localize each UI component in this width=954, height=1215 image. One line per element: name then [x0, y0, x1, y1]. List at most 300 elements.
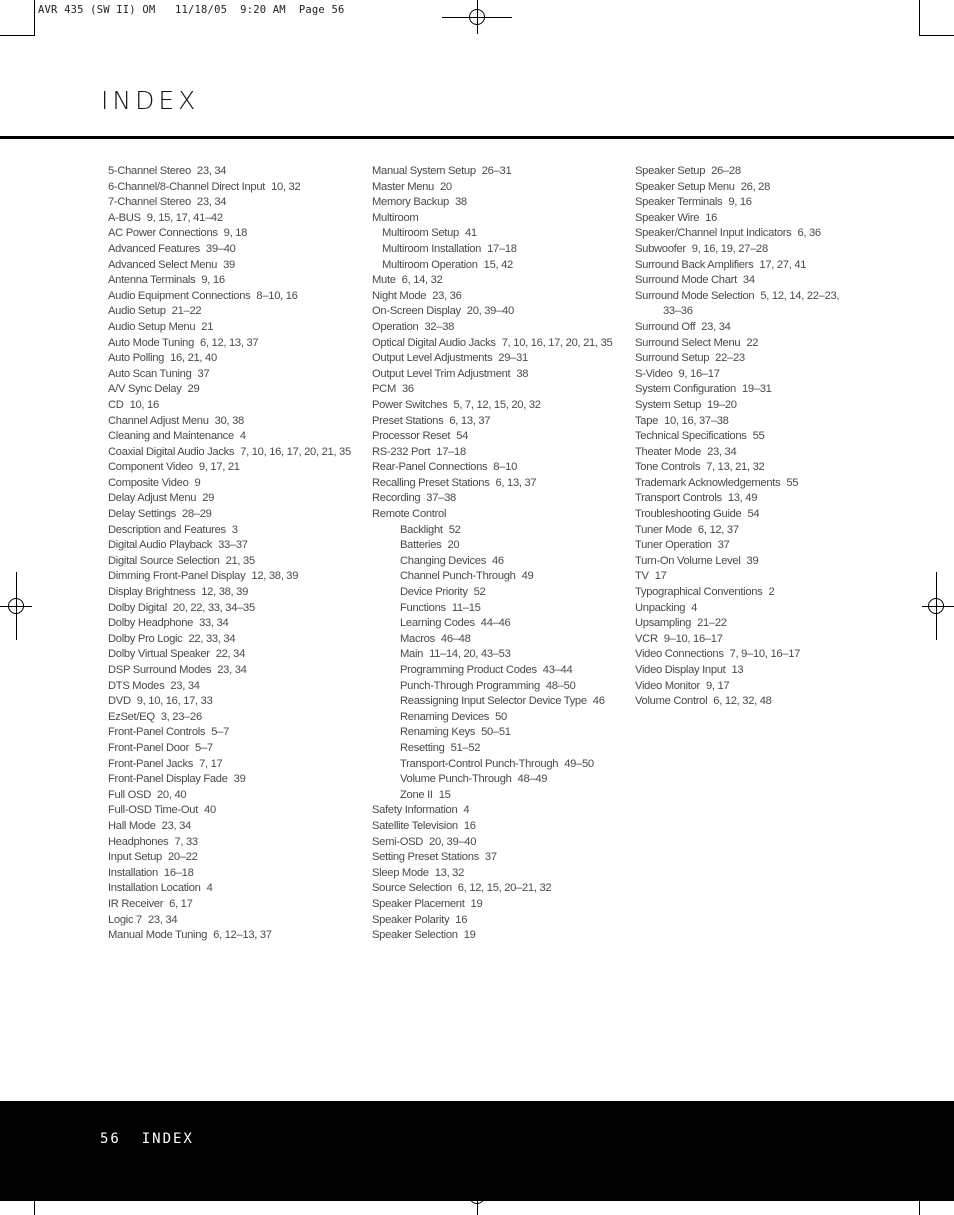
index-pages: 50–51 [481, 726, 511, 739]
index-entry [372, 881, 642, 897]
index-entry [108, 289, 378, 305]
index-term: Renaming Keys [400, 726, 476, 739]
index-term: Recalling Preset Stations [372, 476, 490, 489]
index-pages: 36 [401, 383, 414, 396]
index-pages: 12, 38, 39 [251, 570, 299, 583]
index-entry [372, 336, 642, 352]
index-entry [108, 757, 378, 773]
index-pages: 9, 16 [728, 196, 752, 209]
index-entry [635, 663, 905, 679]
index-pages: 4 [206, 882, 213, 895]
index-entry [635, 523, 905, 539]
index-term: Speaker Placement [372, 897, 465, 910]
index-entry [108, 414, 378, 430]
index-term: Transport-Control Punch-Through [400, 757, 559, 770]
crop-mark-top-left-v [34, 0, 35, 36]
index-entry [372, 601, 642, 617]
index-pages: 19 [470, 897, 483, 910]
index-pages: 22 [746, 336, 759, 349]
index-entry [108, 554, 378, 570]
index-term: Recording [372, 492, 421, 505]
index-pages: 44–46 [480, 617, 511, 630]
index-pages: 21, 35 [225, 554, 255, 567]
index-term: Front-Panel Controls [108, 726, 206, 739]
index-pages: 15 [438, 788, 451, 801]
index-term: Advanced Select Menu [108, 258, 218, 271]
index-pages: 12, 38, 39 [201, 586, 249, 599]
index-term: RS-232 Port [372, 445, 431, 458]
index-pages: 39 [233, 773, 246, 786]
index-pages: 9, 17 [705, 679, 730, 692]
index-term: Surround Back Amplifiers [635, 258, 754, 271]
index-pages: 16 [705, 211, 718, 224]
index-entry [108, 242, 378, 258]
index-term: Video Connections [635, 648, 724, 661]
index-entry [108, 523, 378, 539]
index-entry [372, 304, 642, 320]
index-pages: 6, 13, 37 [495, 476, 537, 489]
index-term: Manual System Setup [372, 165, 476, 177]
index-term: Remote Control [372, 508, 447, 521]
index-entry [635, 569, 905, 585]
index-term: A/V Sync Delay [108, 383, 182, 396]
index-pages: 46 [492, 554, 504, 567]
index-entry [108, 772, 378, 788]
index-entry [372, 803, 642, 819]
index-pages: 16, 21, 40 [170, 352, 217, 365]
index-entry [635, 632, 905, 648]
index-entry [372, 616, 642, 632]
index-entry [108, 881, 378, 897]
index-pages: 37–38 [426, 492, 456, 505]
footer-section: INDEX [141, 1131, 194, 1147]
index-entry [108, 476, 378, 492]
index-term: Semi-OSD [372, 835, 424, 848]
index-term: S-Video [635, 367, 673, 380]
index-pages: 9, 18 [223, 227, 248, 240]
index-entry [635, 460, 905, 476]
index-term: Coaxial Digital Audio Jacks [108, 445, 235, 458]
index-term: Power Switches [372, 398, 448, 411]
index-entry [372, 835, 642, 851]
index-term: Renaming Devices [400, 710, 490, 723]
index-term: Satellite Television [372, 819, 458, 832]
index-term: Front-Panel Door [108, 741, 190, 754]
index-term: System Configuration [635, 383, 736, 396]
index-term: Audio Setup [108, 305, 166, 318]
index-pages: 21–22 [171, 305, 202, 318]
index-pages: 6, 17 [169, 897, 193, 910]
index-pages: 17 [654, 570, 667, 583]
index-pages: 43–44 [542, 664, 573, 676]
index-term: Dolby Pro Logic [108, 632, 183, 645]
index-term: Display Brightness [108, 586, 196, 599]
index-pages: 17, 27, 41 [759, 258, 807, 271]
index-term: Channel Adjust Menu [108, 414, 209, 427]
index-entry [108, 538, 378, 554]
index-term: Speaker Polarity [372, 913, 450, 926]
index-term: Sleep Mode [372, 866, 429, 879]
index-entry [635, 694, 905, 710]
index-entry [635, 351, 905, 367]
index-entry [108, 632, 378, 648]
index-entry [635, 445, 905, 461]
index-entry [372, 632, 642, 648]
index-term: 5-Channel Stereo [108, 165, 191, 177]
index-entry [372, 258, 642, 274]
index-entry [108, 679, 378, 695]
index-entry [108, 601, 378, 617]
index-entry [108, 507, 378, 523]
index-pages: 6, 36 [797, 227, 821, 240]
index-entry [108, 351, 378, 367]
index-entry [372, 647, 642, 663]
index-entry [108, 273, 378, 289]
index-entry [372, 382, 642, 398]
index-entry [108, 195, 378, 211]
index-pages: 51–52 [450, 741, 481, 754]
index-term: Audio Equipment Connections [108, 289, 251, 302]
index-term: Tape [635, 414, 659, 427]
index-entry [635, 554, 905, 570]
index-pages: 13, 32 [434, 866, 465, 879]
index-pages: 17–18 [436, 445, 466, 458]
index-pages: 5, 12, 14, 22–23, [760, 289, 840, 302]
index-pages: 9, 17, 21 [198, 461, 240, 474]
index-term: Mute [372, 274, 396, 287]
index-term: EzSet/EQ [108, 710, 155, 723]
index-pages: 10, 32 [271, 180, 301, 193]
index-term: Surround Select Menu [635, 336, 741, 349]
index-pages: 23, 34 [196, 196, 227, 209]
index-pages: 3, 23–26 [160, 710, 202, 723]
index-pages: 9, 16–17 [678, 367, 720, 380]
index-entry [372, 710, 642, 726]
index-pages: 19–31 [741, 383, 772, 396]
index-entry [372, 850, 642, 866]
index-entry [372, 491, 642, 507]
index-term: Video Display Input [635, 664, 726, 676]
index-pages: 5–7 [211, 726, 229, 739]
index-term: Dolby Virtual Speaker [108, 648, 210, 661]
index-pages [446, 508, 452, 520]
index-pages: 20, 40 [156, 788, 187, 801]
index-pages: 22, 33, 34 [188, 632, 236, 645]
index-term: A-BUS [108, 211, 141, 224]
index-pages: 55 [786, 476, 799, 489]
index-entry [108, 180, 378, 196]
index-pages: 23, 34 [217, 664, 247, 676]
index-term: On-Screen Display [372, 305, 461, 318]
index-term: Delay Adjust Menu [108, 492, 197, 505]
index-pages: 9, 10, 16, 17, 33 [136, 695, 213, 708]
index-entry [372, 663, 642, 679]
index-pages: 33, 34 [199, 617, 229, 630]
index-term: Trademark Acknowledgements [635, 476, 781, 489]
index-entry [635, 616, 905, 632]
index-term: Speaker Setup Menu [635, 180, 735, 193]
index-term: Transport Controls [635, 492, 722, 505]
index-pages: 3 [231, 523, 238, 536]
index-entry [108, 460, 378, 476]
index-entry [108, 819, 378, 835]
index-pages: 4 [463, 804, 470, 817]
index-entry [635, 398, 905, 414]
index-entry [108, 866, 378, 882]
index-entry [108, 367, 378, 383]
index-entry [372, 554, 642, 570]
index-entry [635, 367, 905, 383]
index-entry [635, 242, 905, 258]
index-term: Master Menu [372, 180, 434, 193]
index-entry [635, 429, 905, 445]
index-entry [372, 351, 642, 367]
index-term: Night Mode [372, 289, 427, 302]
index-term: Auto Mode Tuning [108, 336, 195, 349]
index-term: Tone Controls [635, 461, 701, 474]
index-term: Technical Specifications [635, 430, 747, 443]
index-term: Safety Information [372, 804, 458, 817]
index-term: Full-OSD Time-Out [108, 804, 199, 817]
index-entry [372, 679, 642, 695]
index-term: Source Selection [372, 882, 452, 895]
index-pages: 23, 34 [196, 165, 227, 177]
index-entry [372, 569, 642, 585]
index-entry [108, 304, 378, 320]
index-pages: 10, 16 [129, 398, 159, 411]
index-pages: 33–36 [663, 305, 693, 318]
index-term: 7-Channel Stereo [108, 196, 191, 209]
index-term: Composite Video [108, 476, 189, 489]
index-term: Speaker Wire [635, 211, 700, 224]
footer-page-number: 56 [100, 1131, 121, 1147]
index-pages: 20 [439, 180, 452, 193]
index-entry [108, 850, 378, 866]
index-pages: 9–10, 16–17 [663, 632, 723, 645]
index-entry [372, 897, 642, 913]
index-pages: 5, 7, 12, 15, 20, 32 [453, 398, 541, 411]
index-pages: 7, 17 [199, 757, 223, 770]
index-entry [372, 398, 642, 414]
index-term: Turn-On Volume Level [635, 554, 741, 567]
index-pages: 52 [448, 523, 461, 536]
index-entry [635, 491, 905, 507]
index-entry [108, 647, 378, 663]
index-entry [635, 679, 905, 695]
index-pages: 46–48 [440, 632, 471, 645]
index-entry [108, 913, 378, 929]
index-entry [372, 211, 642, 227]
index-pages: 52 [473, 586, 486, 599]
index-pages: 21 [201, 320, 214, 333]
index-entry [108, 258, 378, 274]
index-term: DVD [108, 695, 131, 708]
index-pages: 54 [747, 508, 760, 521]
index-term: Cleaning and Maintenance [108, 430, 234, 443]
index-entry [372, 367, 642, 383]
index-term: Memory Backup [372, 196, 449, 209]
index-pages: 11–14, 20, 43–53 [429, 648, 511, 661]
index-term: Setting Preset Stations [372, 851, 479, 864]
index-pages: 50 [495, 710, 507, 723]
index-term: Antenna Terminals [108, 274, 196, 287]
index-entry [372, 445, 642, 461]
index-pages: 2 [768, 586, 775, 599]
index-pages: 6, 14, 32 [401, 274, 443, 287]
index-term: Output Level Adjustments [372, 352, 493, 365]
index-term: Optical Digital Audio Jacks [372, 336, 496, 349]
index-term: Multiroom Installation [382, 242, 482, 255]
index-entry [635, 195, 905, 211]
index-pages: 8–10, 16 [256, 289, 298, 302]
index-term: Front-Panel Display Fade [108, 773, 228, 786]
index-pages: 49–50 [564, 757, 594, 770]
index-term: Changing Devices [400, 554, 486, 567]
index-entry [108, 320, 378, 336]
index-pages: 29 [202, 492, 215, 505]
index-term: Multiroom Operation [382, 258, 478, 271]
index-entry [108, 336, 378, 352]
index-pages: 28–29 [181, 508, 212, 521]
index-term: Multiroom Setup [382, 227, 459, 240]
index-entry [372, 242, 642, 258]
index-entry [108, 164, 378, 180]
index-term: AC Power Connections [108, 227, 218, 240]
index-pages: 11–15 [451, 601, 481, 614]
index-entry [635, 336, 905, 352]
index-column-2 [372, 164, 642, 944]
index-entry [635, 647, 905, 663]
index-pages: 9, 16, 19, 27–28 [691, 242, 768, 255]
title-rule [0, 136, 954, 139]
index-pages: 23, 34 [170, 679, 200, 692]
index-pages: 23, 34 [161, 819, 191, 832]
index-term: Learning Codes [400, 617, 475, 630]
index-entry [635, 585, 905, 601]
index-term: Rear-Panel Connections [372, 461, 488, 474]
crop-mark-top-left-h [0, 35, 35, 36]
index-term: Advanced Features [108, 242, 200, 255]
index-pages: 9 [194, 476, 201, 489]
index-pages: 48–49 [517, 773, 548, 786]
index-pages: 33–37 [218, 539, 248, 552]
index-entry [372, 460, 642, 476]
index-entry [108, 398, 378, 414]
index-term: Tuner Operation [635, 539, 712, 552]
index-pages: 16 [463, 819, 476, 832]
index-pages: 4 [239, 430, 246, 443]
index-pages: 38 [516, 367, 529, 380]
index-term: Preset Stations [372, 414, 444, 427]
index-pages: 37 [484, 851, 497, 864]
index-entry [372, 195, 642, 211]
index-pages: 6, 12, 13, 37 [200, 336, 259, 349]
index-pages: 7, 10, 16, 17, 20, 21, 35 [501, 336, 613, 349]
index-pages: 20, 22, 33, 34–35 [172, 601, 255, 614]
index-entry [372, 757, 642, 773]
index-term: Component Video [108, 461, 193, 474]
index-term: Reassigning Input Selector Device Type [400, 695, 587, 708]
index-pages: 6, 12, 15, 20–21, 32 [457, 882, 552, 895]
index-term: Theater Mode [635, 445, 702, 458]
index-entry [108, 382, 378, 398]
index-entry [108, 928, 378, 944]
index-term: Digital Source Selection [108, 554, 220, 567]
index-entry [108, 585, 378, 601]
index-term: DSP Surround Modes [108, 664, 212, 676]
index-pages: 38 [454, 196, 467, 209]
index-term: Digital Audio Playback [108, 539, 213, 552]
index-entry [108, 429, 378, 445]
index-term: Surround Off [635, 320, 696, 333]
index-pages: 9, 15, 17, 41–42 [146, 211, 223, 224]
index-entry [108, 491, 378, 507]
index-term: Programming Product Codes [400, 664, 537, 676]
index-term: Dimming Front-Panel Display [108, 570, 246, 583]
index-pages: 23, 34 [701, 320, 731, 333]
index-pages: 37 [197, 367, 210, 380]
index-column-1 [108, 164, 378, 944]
index-term: Speaker Selection [372, 929, 458, 942]
index-term: Resetting [400, 741, 445, 754]
index-entry [635, 304, 905, 320]
index-entry [372, 180, 642, 196]
index-entry [635, 226, 905, 242]
index-term: Operation [372, 320, 419, 333]
index-term: Subwoofer [635, 242, 686, 255]
index-entry [372, 164, 642, 180]
index-term: Installation [108, 866, 158, 879]
footer-label [100, 1131, 194, 1147]
index-entry [372, 523, 642, 539]
index-entry [635, 414, 905, 430]
index-pages: 30, 38 [214, 414, 244, 427]
index-pages: 39 [746, 554, 759, 567]
index-entry [108, 788, 378, 804]
index-entry [635, 289, 905, 305]
index-term: Full OSD [108, 788, 151, 801]
index-term: Output Level Trim Adjustment [372, 367, 511, 380]
index-entry [372, 741, 642, 757]
index-pages: 54 [456, 430, 469, 443]
index-entry [635, 507, 905, 523]
index-pages [418, 212, 424, 224]
index-term: Surround Setup [635, 352, 710, 365]
index-term: Audio Setup Menu [108, 320, 196, 333]
index-pages: 46 [592, 695, 605, 708]
index-term: Troubleshooting Guide [635, 508, 742, 521]
index-entry [108, 725, 378, 741]
index-pages: 8–10 [493, 461, 517, 474]
index-pages: 48–50 [545, 679, 576, 692]
index-pages: 23, 34 [147, 913, 178, 926]
index-pages: 20, 39–40 [466, 305, 514, 318]
index-entry [108, 663, 378, 679]
index-entry [635, 601, 905, 617]
index-pages: 39 [223, 258, 235, 271]
index-entry [635, 164, 905, 180]
index-entry [372, 585, 642, 601]
index-pages: 9, 16 [201, 274, 225, 287]
index-term: Macros [400, 632, 435, 645]
index-pages: 6, 13, 37 [449, 414, 491, 427]
index-pages: 26–28 [711, 165, 741, 177]
index-entry [635, 320, 905, 336]
index-entry [372, 819, 642, 835]
index-term: Unpacking [635, 601, 686, 614]
index-entry [108, 897, 378, 913]
index-term: Zone II [400, 788, 433, 801]
